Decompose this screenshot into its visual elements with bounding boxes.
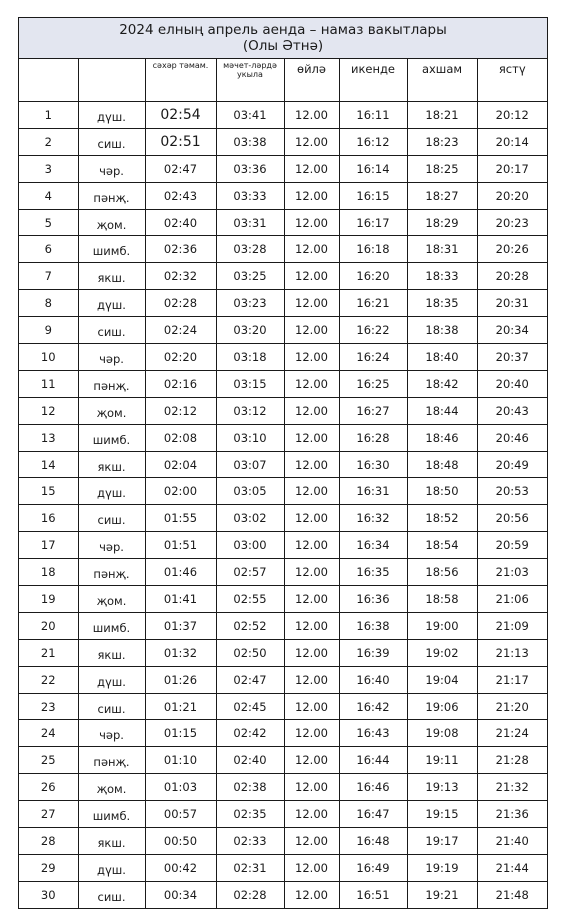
oyle-time: 12.00: [284, 263, 339, 290]
akhsham-time: 18:33: [407, 263, 477, 290]
day-number: 15: [19, 478, 78, 505]
ikende-time: 16:27: [339, 397, 407, 424]
ikende-time: 16:18: [339, 236, 407, 263]
day-number: 7: [19, 263, 78, 290]
yastu-time: 21:36: [477, 801, 547, 828]
sahar-time: 01:51: [145, 532, 216, 559]
yastu-time: 20:34: [477, 317, 547, 344]
weekday: сиш.: [78, 505, 145, 532]
akhsham-time: 19:08: [407, 720, 477, 747]
oyle-time: 12.00: [284, 236, 339, 263]
yastu-time: 20:14: [477, 128, 547, 155]
weekday: якш.: [78, 639, 145, 666]
mosque-time: 03:02: [216, 505, 284, 532]
yastu-time: 21:40: [477, 828, 547, 855]
oyle-time: 12.00: [284, 424, 339, 451]
sahar-time: 02:12: [145, 397, 216, 424]
weekday: җом.: [78, 586, 145, 613]
yastu-time: 20:28: [477, 263, 547, 290]
ikende-time: 16:40: [339, 666, 407, 693]
ikende-time: 16:28: [339, 424, 407, 451]
table-row: [19, 559, 547, 586]
mosque-time: 02:33: [216, 828, 284, 855]
mosque-time: 03:31: [216, 209, 284, 236]
sahar-time: 01:46: [145, 559, 216, 586]
weekday: җом.: [78, 397, 145, 424]
yastu-time: 20:56: [477, 505, 547, 532]
oyle-time: 12.00: [284, 666, 339, 693]
akhsham-time: 18:46: [407, 424, 477, 451]
mosque-time: 03:28: [216, 236, 284, 263]
ikende-time: 16:17: [339, 209, 407, 236]
akhsham-time: 18:21: [407, 102, 477, 129]
yastu-time: 21:03: [477, 559, 547, 586]
sahar-time: 00:57: [145, 801, 216, 828]
oyle-time: 12.00: [284, 182, 339, 209]
yastu-time: 20:46: [477, 424, 547, 451]
akhsham-time: 18:52: [407, 505, 477, 532]
oyle-time: 12.00: [284, 828, 339, 855]
weekday: якш.: [78, 828, 145, 855]
day-number: 22: [19, 666, 78, 693]
day-number: 6: [19, 236, 78, 263]
oyle-time: 12.00: [284, 478, 339, 505]
yastu-time: 20:23: [477, 209, 547, 236]
ikende-time: 16:24: [339, 344, 407, 371]
ikende-time: 16:47: [339, 801, 407, 828]
akhsham-time: 19:21: [407, 881, 477, 907]
akhsham-time: 18:40: [407, 344, 477, 371]
mosque-time: 02:40: [216, 747, 284, 774]
ikende-time: 16:39: [339, 639, 407, 666]
table-row: [19, 854, 547, 881]
ikende-time: 16:12: [339, 128, 407, 155]
table-row: [19, 612, 547, 639]
table-row: [19, 693, 547, 720]
oyle-time: 12.00: [284, 344, 339, 371]
day-number: 10: [19, 344, 78, 371]
mosque-time: 03:18: [216, 344, 284, 371]
weekday: чәр.: [78, 532, 145, 559]
akhsham-time: 18:54: [407, 532, 477, 559]
table-row: [19, 451, 547, 478]
mosque-time: 03:41: [216, 102, 284, 129]
table-row: [19, 424, 547, 451]
sahar-time: 02:16: [145, 370, 216, 397]
oyle-time: 12.00: [284, 451, 339, 478]
header-row: [19, 59, 547, 102]
weekday: шимб.: [78, 801, 145, 828]
oyle-time: 12.00: [284, 639, 339, 666]
mosque-time: 02:38: [216, 774, 284, 801]
akhsham-time: 18:27: [407, 182, 477, 209]
table-row: [19, 639, 547, 666]
header-weekday: [78, 59, 145, 102]
title-line-2: (Олы Әтнә): [242, 38, 324, 54]
sahar-time: 01:32: [145, 639, 216, 666]
mosque-time: 03:20: [216, 317, 284, 344]
ikende-time: 16:11: [339, 102, 407, 129]
yastu-time: 21:24: [477, 720, 547, 747]
day-number: 19: [19, 586, 78, 613]
akhsham-time: 19:11: [407, 747, 477, 774]
mosque-time: 02:52: [216, 612, 284, 639]
day-number: 30: [19, 881, 78, 907]
yastu-time: 21:48: [477, 881, 547, 907]
ikende-time: 16:31: [339, 478, 407, 505]
table-row: [19, 102, 547, 129]
mosque-time: 02:45: [216, 693, 284, 720]
sahar-time: 01:21: [145, 693, 216, 720]
weekday: дүш.: [78, 290, 145, 317]
weekday: якш.: [78, 263, 145, 290]
oyle-time: 12.00: [284, 854, 339, 881]
day-number: 1: [19, 102, 78, 129]
yastu-time: 20:31: [477, 290, 547, 317]
ikende-time: 16:49: [339, 854, 407, 881]
ikende-time: 16:42: [339, 693, 407, 720]
header-ikende: икенде: [339, 59, 407, 102]
table-row: [19, 236, 547, 263]
table-row: [19, 747, 547, 774]
day-number: 17: [19, 532, 78, 559]
oyle-time: 12.00: [284, 102, 339, 129]
weekday: пәнҗ.: [78, 370, 145, 397]
table-row: [19, 182, 547, 209]
yastu-time: 21:13: [477, 639, 547, 666]
mosque-time: 03:07: [216, 451, 284, 478]
day-number: 12: [19, 397, 78, 424]
day-number: 21: [19, 639, 78, 666]
oyle-time: 12.00: [284, 612, 339, 639]
weekday: шимб.: [78, 236, 145, 263]
mosque-time: 02:55: [216, 586, 284, 613]
day-number: 3: [19, 155, 78, 182]
table-row: [19, 666, 547, 693]
weekday: чәр.: [78, 344, 145, 371]
akhsham-time: 18:31: [407, 236, 477, 263]
sahar-time: 02:00: [145, 478, 216, 505]
akhsham-time: 19:00: [407, 612, 477, 639]
mosque-time: 03:15: [216, 370, 284, 397]
table-row: [19, 774, 547, 801]
weekday: чәр.: [78, 720, 145, 747]
mosque-time: 03:25: [216, 263, 284, 290]
table-row: [19, 344, 547, 371]
yastu-time: 20:59: [477, 532, 547, 559]
yastu-time: 21:17: [477, 666, 547, 693]
weekday: җом.: [78, 774, 145, 801]
day-number: 23: [19, 693, 78, 720]
weekday: пәнҗ.: [78, 559, 145, 586]
ikende-time: 16:15: [339, 182, 407, 209]
mosque-time: 02:47: [216, 666, 284, 693]
day-number: 16: [19, 505, 78, 532]
sahar-time: 02:28: [145, 290, 216, 317]
akhsham-time: 18:48: [407, 451, 477, 478]
yastu-time: 21:06: [477, 586, 547, 613]
mosque-time: 02:50: [216, 639, 284, 666]
oyle-time: 12.00: [284, 505, 339, 532]
day-number: 4: [19, 182, 78, 209]
header-sahar: сәхәр тәмам.: [145, 59, 216, 102]
ikende-time: 16:36: [339, 586, 407, 613]
day-number: 13: [19, 424, 78, 451]
akhsham-time: 19:13: [407, 774, 477, 801]
header-yastu: ястү: [477, 59, 547, 102]
table-row: [19, 532, 547, 559]
oyle-time: 12.00: [284, 155, 339, 182]
table-row: [19, 128, 547, 155]
ikende-time: 16:30: [339, 451, 407, 478]
yastu-time: 21:20: [477, 693, 547, 720]
ikende-time: 16:43: [339, 720, 407, 747]
sahar-time: 02:40: [145, 209, 216, 236]
ikende-time: 16:44: [339, 747, 407, 774]
akhsham-time: 18:50: [407, 478, 477, 505]
oyle-time: 12.00: [284, 209, 339, 236]
timetable-grid: [19, 59, 547, 908]
akhsham-time: 19:06: [407, 693, 477, 720]
weekday: шимб.: [78, 424, 145, 451]
mosque-time: 03:33: [216, 182, 284, 209]
day-number: 8: [19, 290, 78, 317]
akhsham-time: 18:58: [407, 586, 477, 613]
table-row: [19, 263, 547, 290]
mosque-time: 03:36: [216, 155, 284, 182]
weekday: дүш.: [78, 854, 145, 881]
title-line-1: 2024 елның апрель аенда – намаз вакытлары: [119, 22, 447, 38]
table-row: [19, 478, 547, 505]
sahar-time: 02:04: [145, 451, 216, 478]
sahar-time: 02:54: [145, 102, 216, 129]
weekday: чәр.: [78, 155, 145, 182]
ikende-time: 16:25: [339, 370, 407, 397]
akhsham-time: 19:02: [407, 639, 477, 666]
day-number: 27: [19, 801, 78, 828]
table-row: [19, 586, 547, 613]
mosque-time: 02:42: [216, 720, 284, 747]
akhsham-time: 19:04: [407, 666, 477, 693]
akhsham-time: 19:19: [407, 854, 477, 881]
ikende-time: 16:48: [339, 828, 407, 855]
weekday: дүш.: [78, 478, 145, 505]
akhsham-time: 18:42: [407, 370, 477, 397]
mosque-time: 03:05: [216, 478, 284, 505]
sahar-time: 02:24: [145, 317, 216, 344]
day-number: 28: [19, 828, 78, 855]
yastu-time: 20:53: [477, 478, 547, 505]
header-oyle: өйлә: [284, 59, 339, 102]
sahar-time: 01:41: [145, 586, 216, 613]
sahar-time: 02:32: [145, 263, 216, 290]
header-mosque: мәчет-ләрдә укыла: [216, 59, 284, 102]
day-number: 9: [19, 317, 78, 344]
akhsham-time: 18:44: [407, 397, 477, 424]
sahar-time: 01:37: [145, 612, 216, 639]
table-row: [19, 155, 547, 182]
ikende-time: 16:20: [339, 263, 407, 290]
yastu-time: 21:28: [477, 747, 547, 774]
mosque-time: 03:10: [216, 424, 284, 451]
sahar-time: 01:55: [145, 505, 216, 532]
yastu-time: 20:12: [477, 102, 547, 129]
day-number: 25: [19, 747, 78, 774]
akhsham-time: 19:15: [407, 801, 477, 828]
akhsham-time: 18:35: [407, 290, 477, 317]
sahar-time: 02:43: [145, 182, 216, 209]
header-day-number: [19, 59, 78, 102]
ikende-time: 16:21: [339, 290, 407, 317]
mosque-time: 03:23: [216, 290, 284, 317]
mosque-time: 03:00: [216, 532, 284, 559]
yastu-time: 20:20: [477, 182, 547, 209]
ikende-time: 16:32: [339, 505, 407, 532]
ikende-time: 16:35: [339, 559, 407, 586]
weekday: дүш.: [78, 666, 145, 693]
prayer-timetable: [18, 17, 548, 909]
mosque-time: 03:38: [216, 128, 284, 155]
table-row: [19, 505, 547, 532]
weekday: сиш.: [78, 881, 145, 907]
mosque-time: 03:12: [216, 397, 284, 424]
weekday: якш.: [78, 451, 145, 478]
oyle-time: 12.00: [284, 128, 339, 155]
weekday: җом.: [78, 209, 145, 236]
yastu-time: 21:32: [477, 774, 547, 801]
oyle-time: 12.00: [284, 532, 339, 559]
ikende-time: 16:34: [339, 532, 407, 559]
yastu-time: 20:37: [477, 344, 547, 371]
yastu-time: 20:26: [477, 236, 547, 263]
table-row: [19, 828, 547, 855]
yastu-time: 20:40: [477, 370, 547, 397]
sahar-time: 02:51: [145, 128, 216, 155]
weekday: дүш.: [78, 102, 145, 129]
mosque-time: 02:35: [216, 801, 284, 828]
day-number: 18: [19, 559, 78, 586]
day-number: 5: [19, 209, 78, 236]
yastu-time: 20:43: [477, 397, 547, 424]
akhsham-time: 19:17: [407, 828, 477, 855]
day-number: 29: [19, 854, 78, 881]
yastu-time: 21:44: [477, 854, 547, 881]
weekday: сиш.: [78, 693, 145, 720]
oyle-time: 12.00: [284, 693, 339, 720]
sahar-time: 02:47: [145, 155, 216, 182]
ikende-time: 16:51: [339, 881, 407, 907]
table-row: [19, 801, 547, 828]
header-akhsham: ахшам: [407, 59, 477, 102]
akhsham-time: 18:29: [407, 209, 477, 236]
day-number: 11: [19, 370, 78, 397]
ikende-time: 16:38: [339, 612, 407, 639]
day-number: 24: [19, 720, 78, 747]
mosque-time: 02:28: [216, 881, 284, 907]
weekday: сиш.: [78, 317, 145, 344]
table-row: [19, 397, 547, 424]
oyle-time: 12.00: [284, 881, 339, 907]
sahar-time: 01:10: [145, 747, 216, 774]
table-row: [19, 370, 547, 397]
sahar-time: 02:08: [145, 424, 216, 451]
day-number: 26: [19, 774, 78, 801]
ikende-time: 16:46: [339, 774, 407, 801]
table-row: [19, 720, 547, 747]
akhsham-time: 18:23: [407, 128, 477, 155]
oyle-time: 12.00: [284, 370, 339, 397]
table-row: [19, 209, 547, 236]
oyle-time: 12.00: [284, 747, 339, 774]
sahar-time: 02:36: [145, 236, 216, 263]
sahar-time: 01:03: [145, 774, 216, 801]
sahar-time: 01:15: [145, 720, 216, 747]
oyle-time: 12.00: [284, 317, 339, 344]
sahar-time: 00:50: [145, 828, 216, 855]
day-number: 20: [19, 612, 78, 639]
day-number: 14: [19, 451, 78, 478]
sahar-time: 02:20: [145, 344, 216, 371]
oyle-time: 12.00: [284, 397, 339, 424]
day-number: 2: [19, 128, 78, 155]
sahar-time: 00:34: [145, 881, 216, 907]
oyle-time: 12.00: [284, 559, 339, 586]
sahar-time: 00:42: [145, 854, 216, 881]
weekday: шимб.: [78, 612, 145, 639]
timetable-title: [19, 18, 547, 59]
akhsham-time: 18:56: [407, 559, 477, 586]
ikende-time: 16:22: [339, 317, 407, 344]
akhsham-time: 18:38: [407, 317, 477, 344]
yastu-time: 20:17: [477, 155, 547, 182]
oyle-time: 12.00: [284, 720, 339, 747]
yastu-time: 21:09: [477, 612, 547, 639]
sahar-time: 01:26: [145, 666, 216, 693]
weekday: пәнҗ.: [78, 182, 145, 209]
weekday: пәнҗ.: [78, 747, 145, 774]
oyle-time: 12.00: [284, 290, 339, 317]
oyle-time: 12.00: [284, 801, 339, 828]
yastu-time: 20:49: [477, 451, 547, 478]
ikende-time: 16:14: [339, 155, 407, 182]
table-row: [19, 881, 547, 907]
weekday: сиш.: [78, 128, 145, 155]
akhsham-time: 18:25: [407, 155, 477, 182]
oyle-time: 12.00: [284, 774, 339, 801]
mosque-time: 02:31: [216, 854, 284, 881]
table-row: [19, 317, 547, 344]
oyle-time: 12.00: [284, 586, 339, 613]
mosque-time: 02:57: [216, 559, 284, 586]
table-row: [19, 290, 547, 317]
